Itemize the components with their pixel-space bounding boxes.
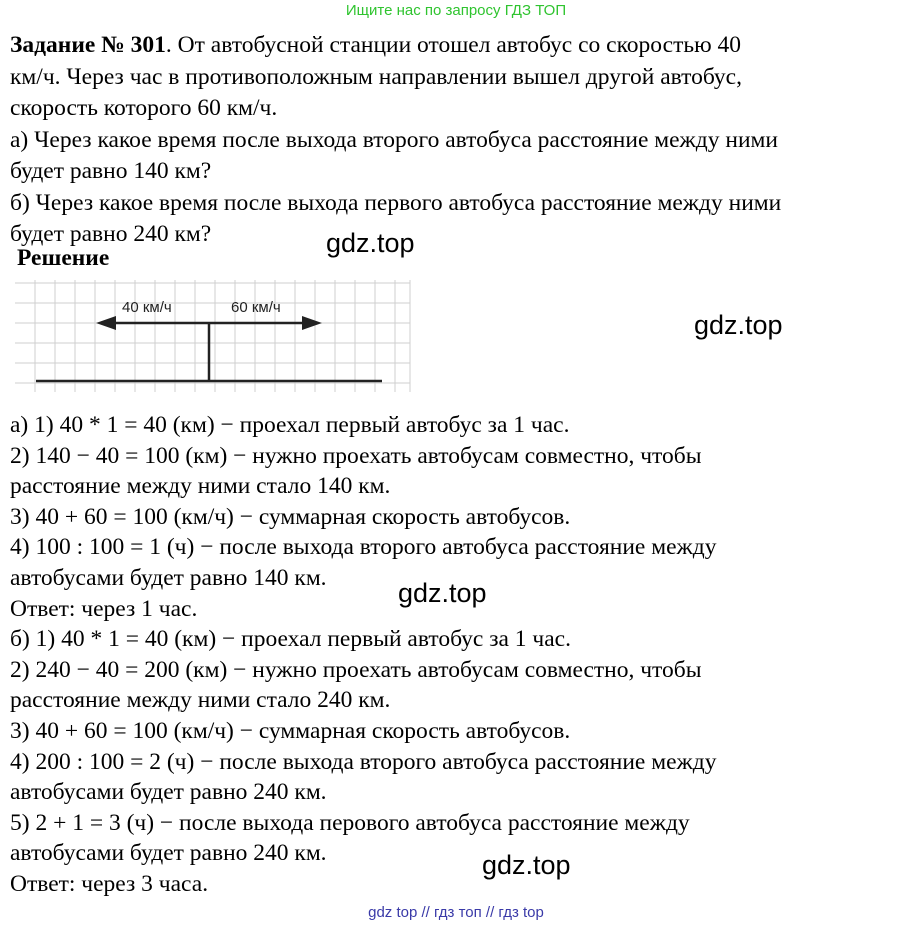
- solution-line: а) 1) 40 * 1 = 40 (км) − проехал первый автобус за 1 час.: [10, 412, 570, 438]
- right-speed-label: 60 км/ч: [231, 299, 281, 316]
- solution-line: 2) 140 − 40 = 100 (км) − нужно проехать автобусам совместно, чтобы: [10, 442, 702, 469]
- task-text-6: б) Через какое время после выхода первого автобуса расстояние между ними: [10, 189, 782, 216]
- motion-diagram: [10, 280, 420, 400]
- answer-a: Ответ: через 1 час.: [10, 595, 198, 622]
- solution-line: расстояние между ними стало 140 км.: [10, 473, 391, 500]
- solution-line: 4) 100 : 100 = 1 (ч) − после выхода второго автобуса расстояние между: [10, 534, 717, 561]
- solution-line: автобусами будет равно 140 км.: [10, 564, 327, 591]
- solution-line: расстояние между ними стало 240 км.: [10, 687, 391, 714]
- task-text-3: скорость которого 60 км/ч.: [10, 95, 278, 121]
- solution-line: 4) 200 : 100 = 2 (ч) − после выхода второго автобуса расстояние между: [10, 748, 717, 775]
- solution-line: автобусами будет равно 240 км.: [10, 779, 327, 806]
- task-text-7: будет равно 240 км?: [10, 221, 212, 247]
- solution-line: автобусами будет равно 240 км.: [10, 840, 327, 867]
- top-banner[interactable]: Ищите нас по запросу ГДЗ ТОП: [345, 2, 567, 19]
- watermark: gdz.top: [482, 850, 571, 880]
- watermark: gdz.top: [326, 228, 415, 258]
- answer-b: Ответ: через 3 часа.: [10, 870, 209, 897]
- task-statement: [10, 30, 905, 251]
- solution-body: [10, 410, 905, 900]
- task-text-1: . От автобусной станции отошел автобус со скоростью 40: [165, 32, 741, 58]
- solution-line: 2) 240 − 40 = 200 (км) − нужно проехать автобусам совместно, чтобы: [10, 656, 702, 683]
- solution-line: 3) 40 + 60 = 100 (км/ч) − суммарная скорость автобусов.: [10, 717, 571, 744]
- solution-heading: Решение: [17, 245, 110, 271]
- left-speed-label: 40 км/ч: [122, 299, 172, 316]
- footer-links[interactable]: gdz top // гдз топ // гдз top: [368, 904, 544, 921]
- task-title: Задание № 301: [10, 32, 166, 58]
- grid: [15, 280, 410, 392]
- task-text-4: а) Через какое время после выхода второго автобуса расстояние между ними: [10, 126, 778, 153]
- solution-line: б) 1) 40 * 1 = 40 (км) − проехал первый автобус за 1 час.: [10, 626, 571, 653]
- solution-line: 3) 40 + 60 = 100 (км/ч) − суммарная скорость автобусов.: [10, 503, 571, 530]
- right-arrow-head: [302, 316, 322, 330]
- solution-line: 5) 2 + 1 = 3 (ч) − после выхода перового автобуса расстояние между: [10, 809, 690, 836]
- task-text-5: будет равно 140 км?: [10, 158, 212, 184]
- task-line-1: [10, 30, 905, 62]
- left-arrow-head: [96, 316, 116, 330]
- task-text-2: км/ч. Через час в противоположным направлении вышел другой автобус,: [10, 63, 742, 90]
- watermark: gdz.top: [694, 310, 783, 340]
- watermark: gdz.top: [398, 578, 487, 608]
